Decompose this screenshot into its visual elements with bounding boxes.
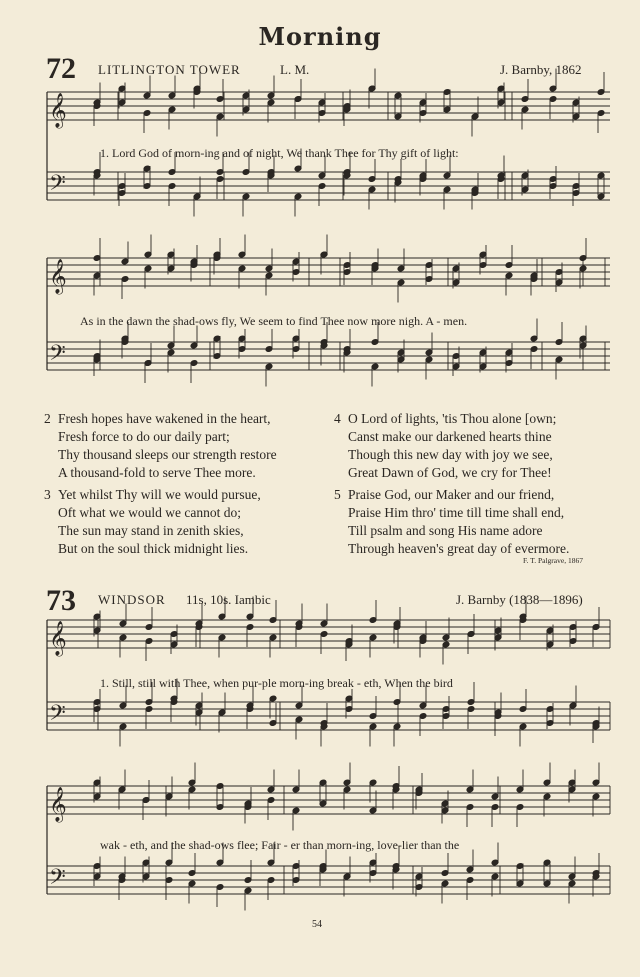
bass-clef-icon: 𝄢	[49, 171, 66, 201]
treble-clef-icon: 𝄞	[49, 93, 67, 128]
verse-2: 2 Fresh hopes have wakened in the heart, Fresh force to do our daily part; Thy thousand sleeps our strength restore A thousand-fold to serve Thee more.	[44, 411, 277, 480]
hymn-number: 73	[46, 584, 76, 617]
treble-clef-icon: 𝄞	[49, 259, 67, 294]
lyric-line: As in the dawn the shad-ows fly, We seem to find Thee now more nigh. A - men.	[80, 314, 468, 328]
verse-number: 5	[334, 487, 341, 502]
lyric-line: 1. Lord God of morn-ing and of night, We thank Thee for Thy gift of light:	[100, 146, 459, 160]
verse-number: 2	[44, 411, 51, 426]
treble-clef-icon: 𝄞	[49, 787, 67, 822]
lyric-line: wak - eth, and the shad-ows flee; Fair - er than morn-ing, love-lier than the	[100, 838, 460, 852]
verse-3: 3 Yet whilst Thy will we would pursue, Oft what we would we cannot do; The sun may stand in zenith skies, But on the soul thick midnight lies.	[44, 487, 261, 556]
composer: J. Barnby, 1862	[500, 62, 582, 77]
meter: L. M.	[280, 62, 310, 77]
meter: 11s, 10s. Iambic	[186, 592, 271, 607]
lyric-line: 1. Still, still with Thee, when pur-ple morn-ing break - eth, When the bird	[100, 676, 453, 690]
page-number: 54	[312, 919, 322, 930]
bass-clef-icon: 𝄢	[49, 341, 66, 371]
bass-clef-icon: 𝄢	[49, 701, 66, 731]
treble-clef-icon: 𝄞	[49, 621, 67, 656]
author-credit: F. T. Palgrave, 1867	[523, 556, 583, 565]
section-title: Morning	[258, 22, 382, 51]
verse-number: 3	[44, 487, 51, 502]
verse-4: 4 O Lord of lights, 'tis Thou alone [own; Canst make our darkened hearts thine Though this new day with joy we see, Great Dawn of God, we cry for Thee!	[334, 411, 557, 480]
composer: J. Barnby (1838—1896)	[456, 592, 583, 607]
hymn-number: 72	[46, 52, 76, 85]
tune-name: LITLINGTON TOWER	[98, 62, 241, 77]
verse-number: 4	[334, 411, 341, 426]
verse-5: 5 Praise God, our Maker and our friend, Praise Him thro' time till time shall end, Till psalm and song His name adore Through heaven's great day of evermore.	[334, 487, 570, 556]
tune-name: WINDSOR	[98, 592, 166, 607]
bass-clef-icon: 𝄢	[49, 865, 66, 895]
